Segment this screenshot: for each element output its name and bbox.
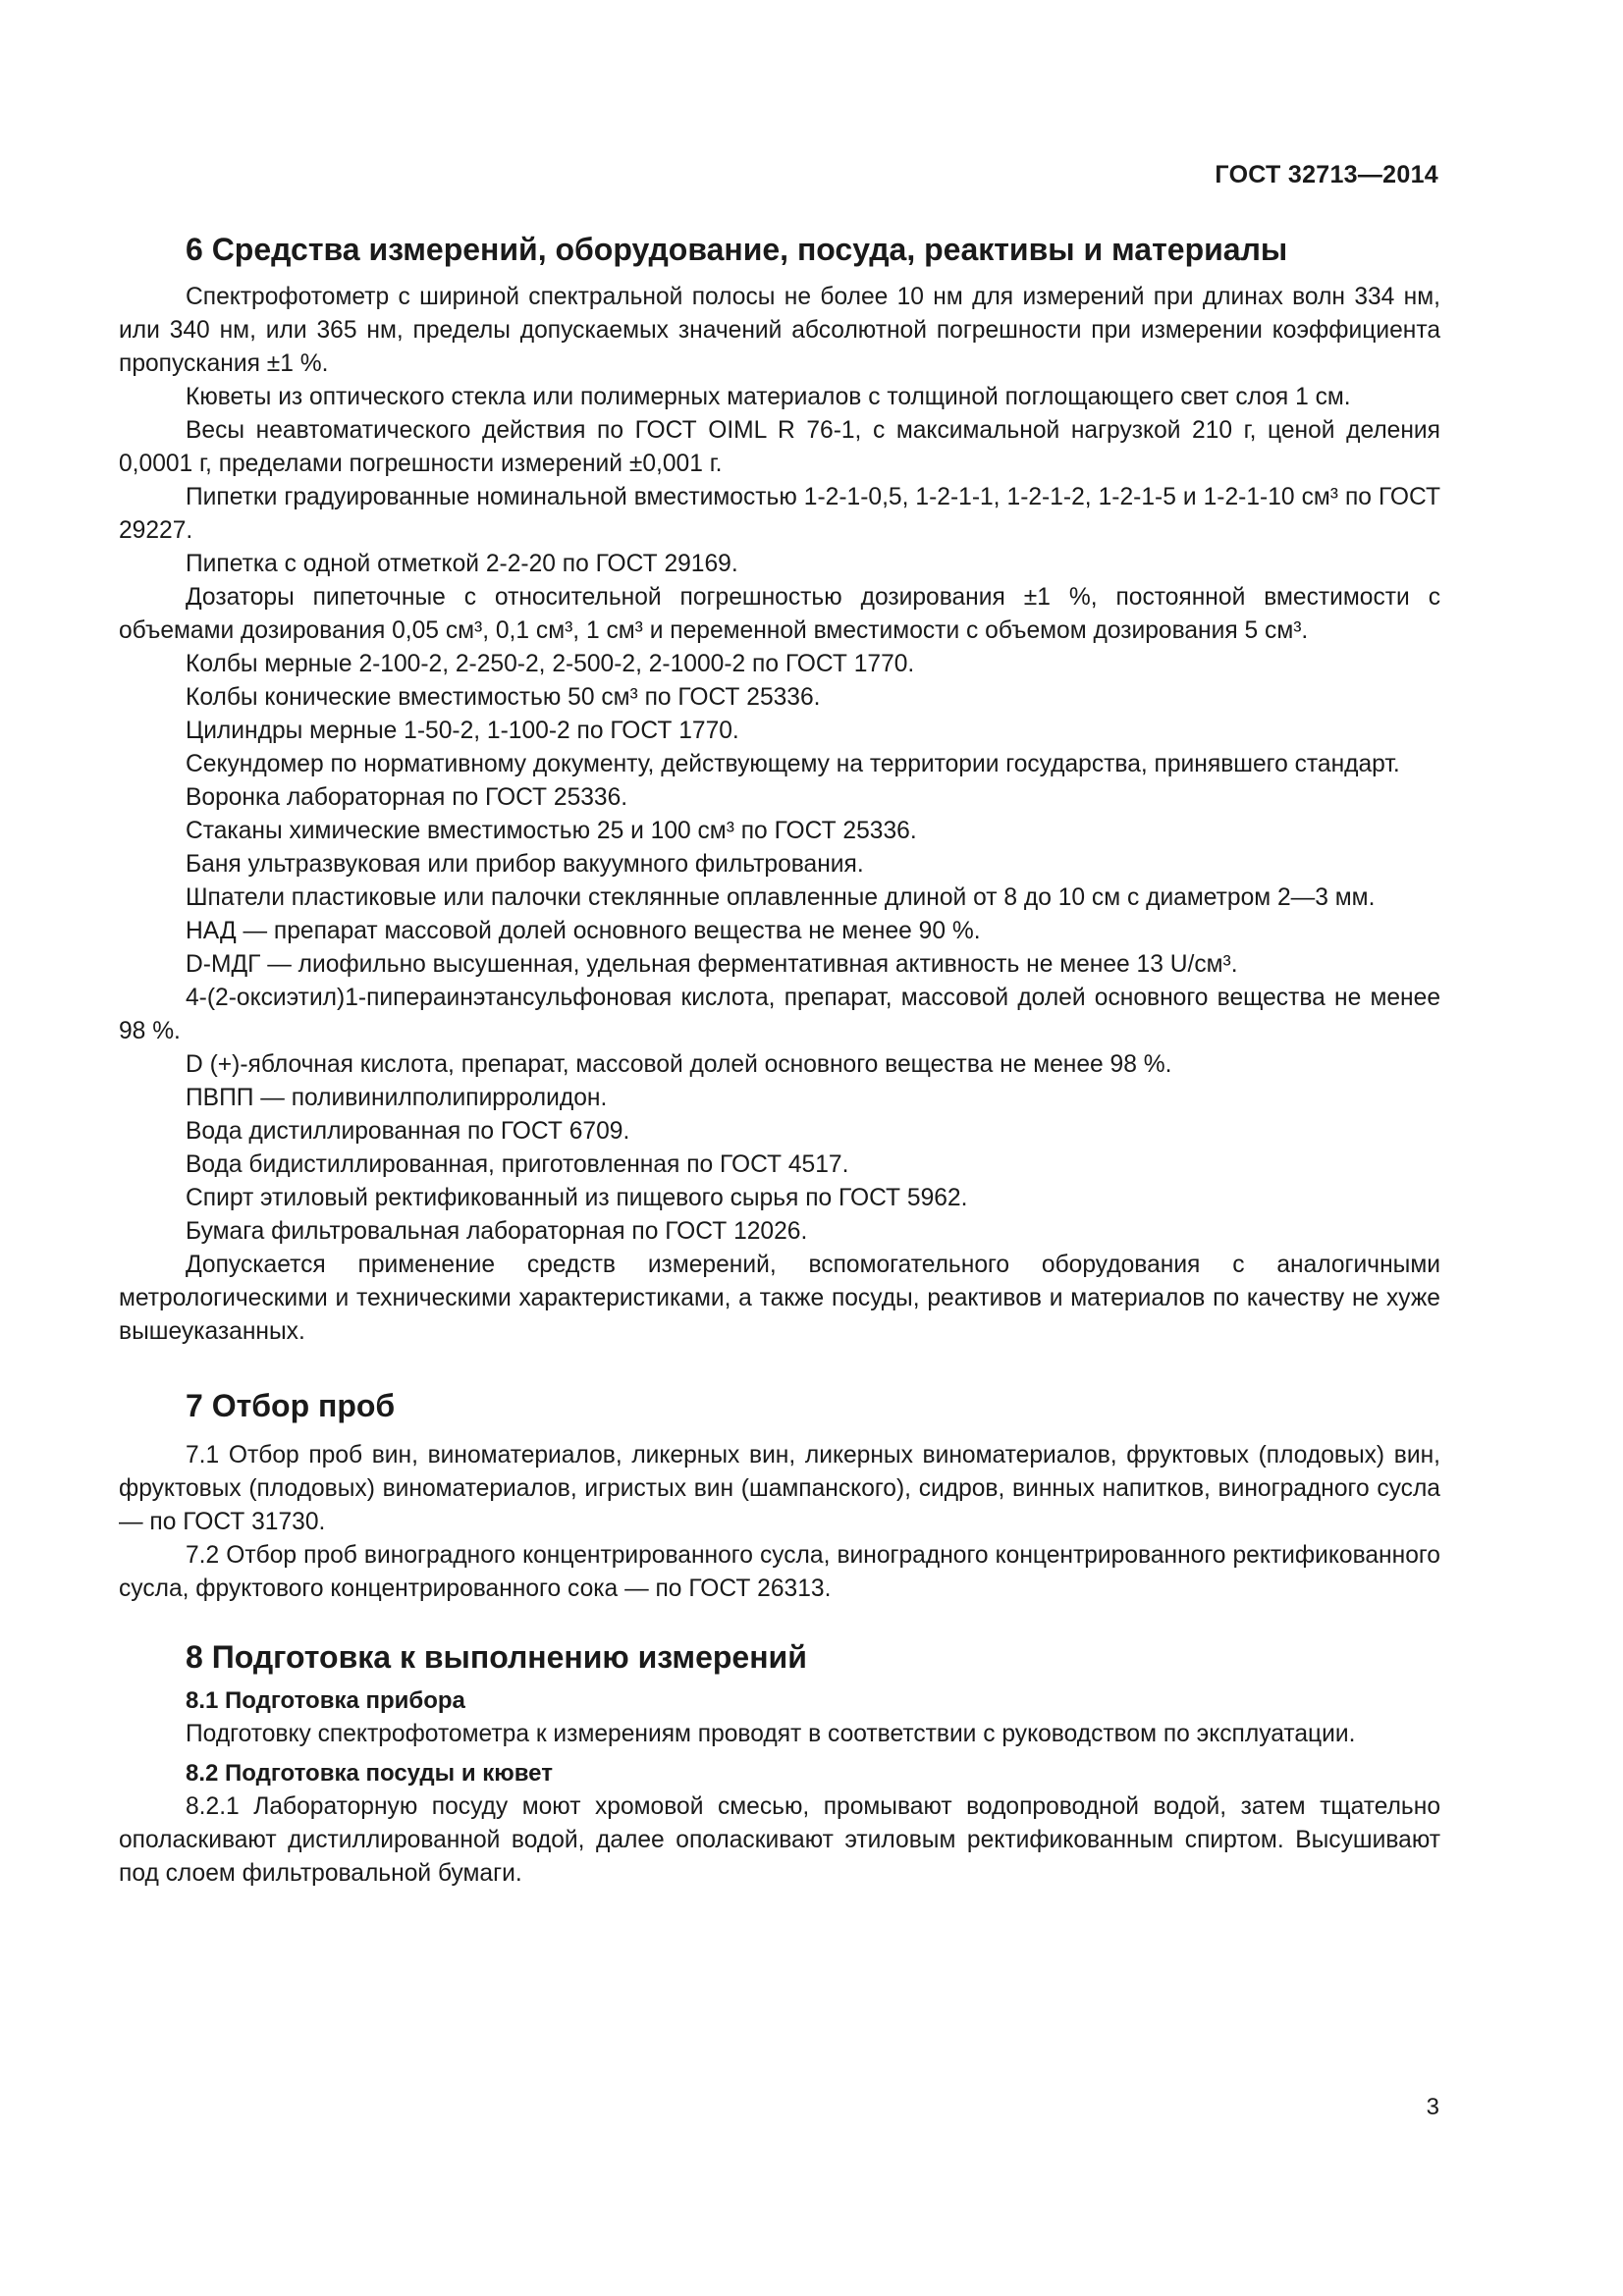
paragraph: Колбы мерные 2-100-2, 2-250-2, 2-500-2, 2-1000-2 по ГОСТ 1770. <box>186 651 915 677</box>
paragraph: Подготовку спектрофотометра к измерениям проводят в соответствии с руководством по эксплуатации. <box>186 1721 1356 1747</box>
paragraph: Бумага фильтровальная лабораторная по ГОСТ 12026. <box>186 1218 808 1245</box>
subsection-8-1-title: 8.1 Подготовка прибора <box>186 1687 465 1714</box>
page-number: 3 <box>1426 2094 1439 2120</box>
paragraph: Пипетка с одной отметкой 2-2-20 по ГОСТ 29169. <box>186 551 738 577</box>
paragraph: НАД — препарат массовой долей основного вещества не менее 90 %. <box>186 918 981 944</box>
paragraph: Колбы конические вместимостью 50 см³ по ГОСТ 25336. <box>186 684 821 711</box>
paragraph: Вода дистиллированная по ГОСТ 6709. <box>186 1118 630 1145</box>
paragraph: Баня ультразвуковая или прибор вакуумного фильтрования. <box>186 851 864 878</box>
paragraph: Стаканы химические вместимостью 25 и 100 см³ по ГОСТ 25336. <box>186 818 917 844</box>
paragraph: Допускается применение средств измерений, вспомогательного оборудования с аналогичными метрологическими и техническими характеристиками, а также посуды, реактивов и материалов по качеству не хуже вышеуказанных. <box>119 1252 1440 1345</box>
document-code-header: ГОСТ 32713—2014 <box>1215 161 1438 188</box>
section-7-body <box>119 1439 1440 1606</box>
paragraph: Спектрофотометр с шириной спектральной полосы не более 10 нм для измерений при длинах волн 334 нм, или 340 нм, или 365 нм, пределы допускаемых значений абсолютной погрешности при измерении коэффициента пропускания ±1 %. <box>119 284 1440 377</box>
paragraph: Дозаторы пипеточные с относительной погрешностью дозирования ±1 %, постоянной вместимости с объемами дозирования 0,05 см³, 0,1 см³, 1 см³ и переменной вместимости с объемом дозирования 5 см³. <box>119 584 1440 644</box>
section-6-title: 6 Средства измерений, оборудование, посуда, реактивы и материалы <box>186 232 1288 267</box>
paragraph: Весы неавтоматического действия по ГОСТ OIML R 76-1, с максимальной нагрузкой 210 г, ценой деления 0,0001 г, пределами погрешности измерений ±0,001 г. <box>119 417 1440 477</box>
paragraph: Шпатели пластиковые или палочки стеклянные оплавленные длиной от 8 до 10 см с диаметром 2—3 мм. <box>186 884 1376 911</box>
paragraph: 7.1 Отбор проб вин, виноматериалов, ликерных вин, ликерных виноматериалов, фруктовых (плодовых) вин, фруктовых (плодовых) виноматериалов, игристых вин (шампанского), сидров, винных напитков, виноградного сусла — по ГОСТ 31730. <box>119 1442 1440 1535</box>
paragraph: ПВПП — поливинилполипирролидон. <box>186 1085 608 1111</box>
section-8-title: 8 Подготовка к выполнению измерений <box>186 1639 807 1675</box>
paragraph: 7.2 Отбор проб виноградного концентрированного сусла, виноградного концентрированного ректификованного сусла, фруктового концентрированного сока — по ГОСТ 26313. <box>119 1542 1440 1602</box>
paragraph: 8.2.1 Лабораторную посуду моют хромовой смесью, промывают водопроводной водой, затем тщательно ополаскивают дистиллированной водой, далее ополаскивают этиловым ректификованным спиртом. Высушивают под слоем фильтровальной бумаги. <box>119 1793 1440 1887</box>
section-7-title: 7 Отбор проб <box>186 1388 396 1423</box>
paragraph: Воронка лабораторная по ГОСТ 25336. <box>186 784 628 811</box>
subsection-8-2-title: 8.2 Подготовка посуды и кювет <box>186 1760 553 1787</box>
section-6-body <box>119 281 1440 1349</box>
paragraph: D (+)-яблочная кислота, препарат, массовой долей основного вещества не менее 98 %. <box>186 1051 1172 1078</box>
paragraph: 4-(2-оксиэтил)1-пипераинэтансульфоновая кислота, препарат, массовой долей основного вещества не менее 98 %. <box>119 985 1440 1044</box>
paragraph: Секундомер по нормативному документу, действующему на территории государства, принявшего стандарт. <box>186 751 1400 777</box>
paragraph: Спирт этиловый ректификованный из пищевого сырья по ГОСТ 5962. <box>186 1185 968 1211</box>
paragraph: Кюветы из оптического стекла или полимерных материалов с толщиной поглощающего свет слоя 1 см. <box>186 384 1351 410</box>
paragraph: Цилиндры мерные 1-50-2, 1-100-2 по ГОСТ 1770. <box>186 718 739 744</box>
paragraph: Пипетки градуированные номинальной вместимостью 1-2-1-0,5, 1-2-1-1, 1-2-1-2, 1-2-1-5 и 1-2-1-10 см³ по ГОСТ 29227. <box>119 484 1440 544</box>
paragraph: D-МДГ — лиофильно высушенная, удельная ферментативная активность не менее 13 U/см³. <box>186 951 1238 978</box>
paragraph: Вода бидистиллированная, приготовленная по ГОСТ 4517. <box>186 1151 849 1178</box>
page-content <box>119 228 1440 1891</box>
